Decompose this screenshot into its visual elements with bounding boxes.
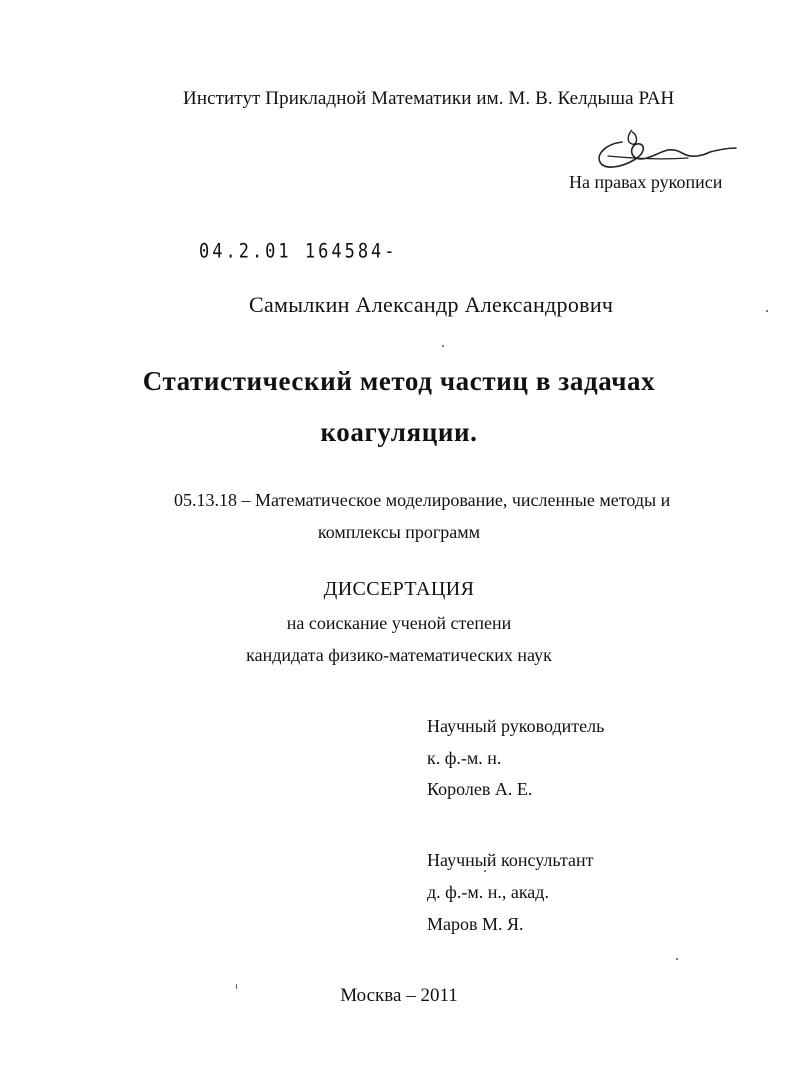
rights-notice: На правах рукописи: [569, 172, 723, 192]
author-name: Самылкин Александр Александрович: [249, 292, 614, 317]
consultant-degree: д. ф.-м. н., акад.: [427, 882, 549, 902]
supervisor-role: Научный руководитель: [427, 716, 605, 736]
thesis-title-line-1: Статистический метод частиц в задачах: [142, 366, 656, 396]
degree-line-2: кандидата физико-математических наук: [246, 645, 552, 665]
scan-speck: [236, 984, 237, 989]
scan-speck: [484, 870, 486, 872]
supervisor-name: Королев А. Е.: [427, 779, 533, 799]
degree-line-1: на соискание ученой степени: [286, 613, 512, 633]
specialty-line-2: комплексы программ: [317, 522, 481, 542]
registration-code: 04.2.01 164584-: [199, 240, 398, 263]
city-year: Москва – 2011: [340, 985, 458, 1006]
consultant-role: Научный консультант: [427, 850, 594, 870]
scan-speck: [676, 958, 678, 960]
scan-speck: [766, 310, 768, 312]
signature-icon: [588, 122, 738, 174]
document-type: ДИССЕРТАЦИЯ: [323, 578, 475, 600]
supervisor-degree: к. ф.-м. н.: [427, 748, 502, 768]
thesis-title-line-2: коагуляции.: [320, 417, 478, 447]
consultant-name: Маров М. Я.: [427, 914, 524, 934]
specialty-line-1: 05.13.18 – Математическое моделирование, численные методы и: [174, 490, 671, 510]
institute-name: Институт Прикладной Математики им. М. В. Келдыша РАН: [183, 88, 675, 109]
scan-speck: [442, 345, 444, 347]
